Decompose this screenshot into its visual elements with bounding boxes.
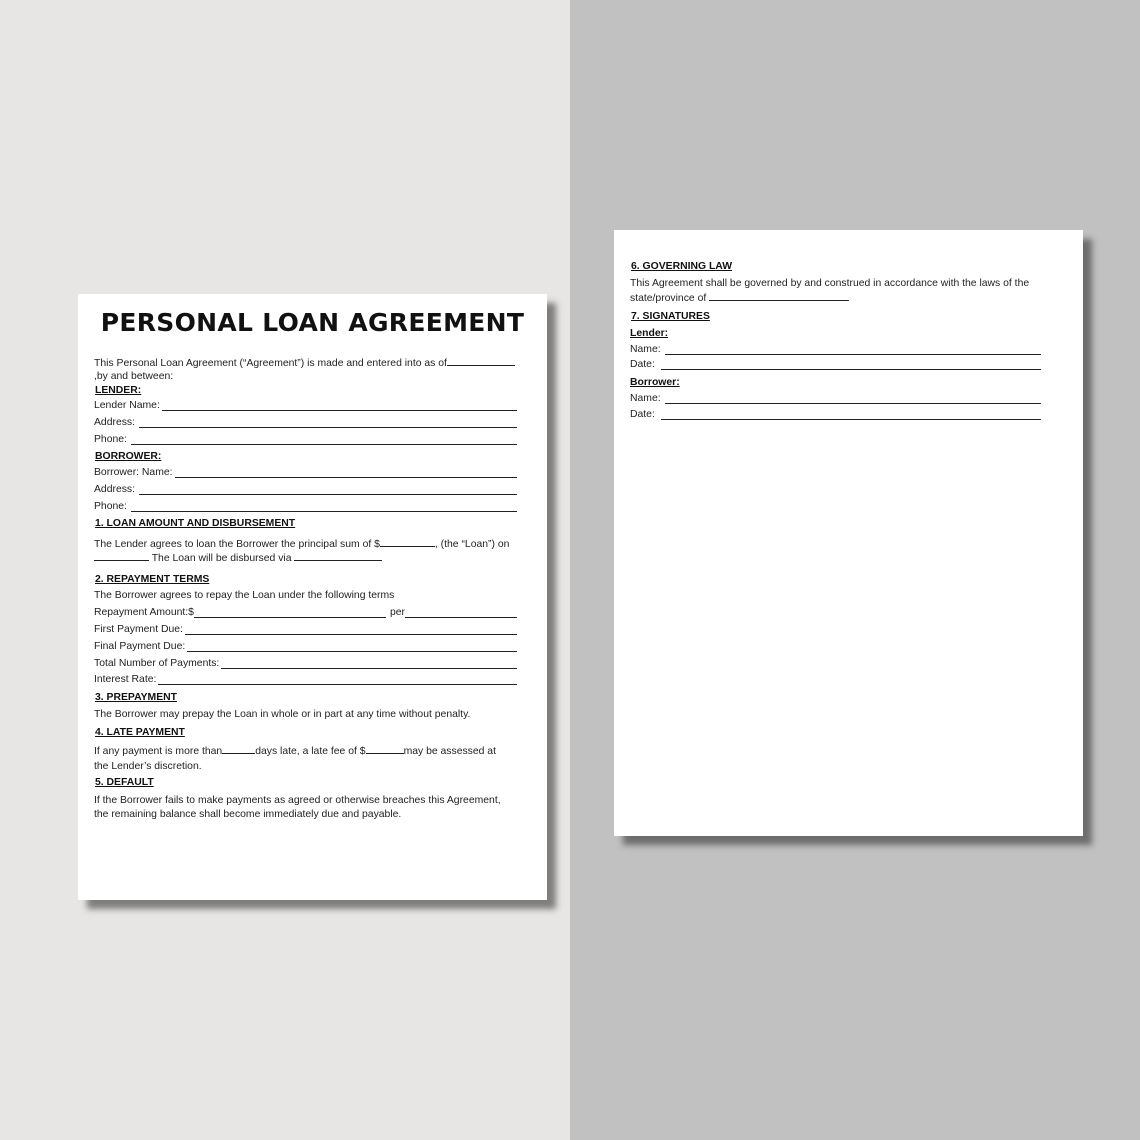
section-1-line-1 — [94, 537, 509, 552]
field-label: Borrower: Name: — [94, 467, 173, 478]
section-5-text — [94, 794, 501, 822]
field-line — [131, 510, 517, 512]
document-title: PERSONAL LOAN AGREEMENT — [100, 308, 525, 337]
field-line — [665, 353, 1041, 355]
borrower-phone-field — [94, 499, 517, 514]
borrower-heading: BORROWER: — [95, 451, 162, 462]
section-5-heading: 5. DEFAULT — [95, 777, 154, 788]
per-label: per — [389, 607, 405, 618]
field-label: Repayment Amount:$ — [94, 607, 194, 618]
field-line — [162, 409, 517, 411]
lender-signature-name-field — [630, 342, 1041, 357]
section-5-line-1: If the Borrower fails to make payments as agreed or otherwise breaches this Agreement, — [94, 795, 501, 806]
section-4-heading: 4. LATE PAYMENT — [95, 727, 185, 738]
section-6-line-1: This Agreement shall be governed by and construed in accordance with the laws of the — [630, 278, 1030, 289]
signature-lender-heading: Lender: — [630, 328, 669, 339]
field-label: Lender Name: — [94, 400, 160, 411]
section-6-line-2 — [630, 291, 849, 306]
interest-rate-field — [94, 672, 517, 687]
state-province-blank — [709, 291, 849, 301]
section-6-heading: 6. GOVERNING LAW — [631, 261, 733, 272]
lender-name-field — [94, 398, 517, 413]
late-days-blank — [222, 744, 255, 754]
field-label: Total Number of Payments: — [94, 658, 220, 669]
field-line — [158, 683, 517, 685]
late-days-text: If any payment is more than — [94, 746, 223, 757]
field-line — [131, 443, 517, 445]
assessed-text: may be assessed at — [403, 746, 496, 757]
repayment-amount-field — [94, 605, 517, 620]
document-page-2 — [614, 230, 1083, 836]
borrower-name-field — [94, 465, 517, 480]
disbursement-method-blank — [294, 551, 382, 561]
loan-amount-blank — [380, 537, 435, 547]
document-page-1 — [78, 294, 547, 900]
intro-line-2: ,by and between: — [94, 371, 174, 382]
section-3-text: The Borrower may prepay the Loan in whole or in part at any time without penalty. — [94, 709, 471, 720]
amount-line — [194, 616, 386, 618]
disbursed-via-text: The Loan will be disbursed via — [151, 553, 292, 564]
late-fee-blank — [366, 744, 404, 754]
section-7-heading: 7. SIGNATURES — [631, 311, 710, 322]
borrower-address-field — [94, 482, 517, 497]
late-fee-text: days late, a late fee of $ — [255, 746, 366, 757]
field-label: Address: — [94, 417, 136, 428]
field-label: Phone: — [94, 501, 127, 512]
lender-phone-field — [94, 432, 517, 447]
field-line — [661, 368, 1041, 370]
first-payment-due-field — [94, 622, 517, 637]
field-line — [187, 650, 517, 652]
field-label: Phone: — [94, 434, 127, 445]
field-line — [175, 476, 517, 478]
section-2-heading: 2. REPAYMENT TERMS — [95, 574, 210, 585]
field-label: Interest Rate: — [94, 674, 157, 685]
section-3-heading: 3. PREPAYMENT — [95, 692, 177, 703]
total-payments-field — [94, 656, 517, 671]
loan-date-blank — [94, 551, 149, 561]
lender-signature-date-field — [630, 357, 1041, 372]
field-label: Address: — [94, 484, 136, 495]
field-label: Date: — [630, 359, 655, 370]
field-line — [139, 426, 517, 428]
field-line — [221, 667, 517, 669]
final-payment-due-field — [94, 639, 517, 654]
intro-line-1: This Personal Loan Agreement (“Agreement”) is made and entered into as of — [94, 358, 447, 369]
agreement-date-blank — [447, 356, 515, 366]
intro-text — [94, 356, 515, 371]
signature-borrower-heading: Borrower: — [630, 377, 680, 388]
field-line — [185, 633, 517, 635]
section-1-heading: 1. LOAN AMOUNT AND DISBURSEMENT — [95, 518, 296, 529]
loan-on-text: , (the “Loan”) on — [434, 539, 510, 550]
field-label: Date: — [630, 409, 655, 420]
borrower-signature-date-field — [630, 407, 1041, 422]
section-4-line-2: the Lender’s discretion. — [94, 761, 202, 772]
field-label: Name: — [630, 393, 661, 404]
loan-sum-text: The Lender agrees to loan the Borrower the principal sum of $ — [94, 539, 380, 550]
section-4-line-1 — [94, 744, 496, 759]
field-label: Name: — [630, 344, 661, 355]
field-line — [139, 493, 517, 495]
section-5-line-2: the remaining balance shall become immediately due and payable. — [94, 809, 402, 820]
period-line — [405, 616, 517, 618]
borrower-signature-name-field — [630, 391, 1041, 406]
lender-address-field — [94, 415, 517, 430]
section-1-line-2 — [94, 551, 382, 566]
field-label: Final Payment Due: — [94, 641, 186, 652]
state-province-text: state/province of — [630, 293, 707, 304]
lender-heading: LENDER: — [95, 385, 142, 396]
field-line — [665, 402, 1041, 404]
section-2-intro: The Borrower agrees to repay the Loan under the following terms — [94, 590, 395, 601]
field-line — [661, 418, 1041, 420]
field-label: First Payment Due: — [94, 624, 183, 635]
